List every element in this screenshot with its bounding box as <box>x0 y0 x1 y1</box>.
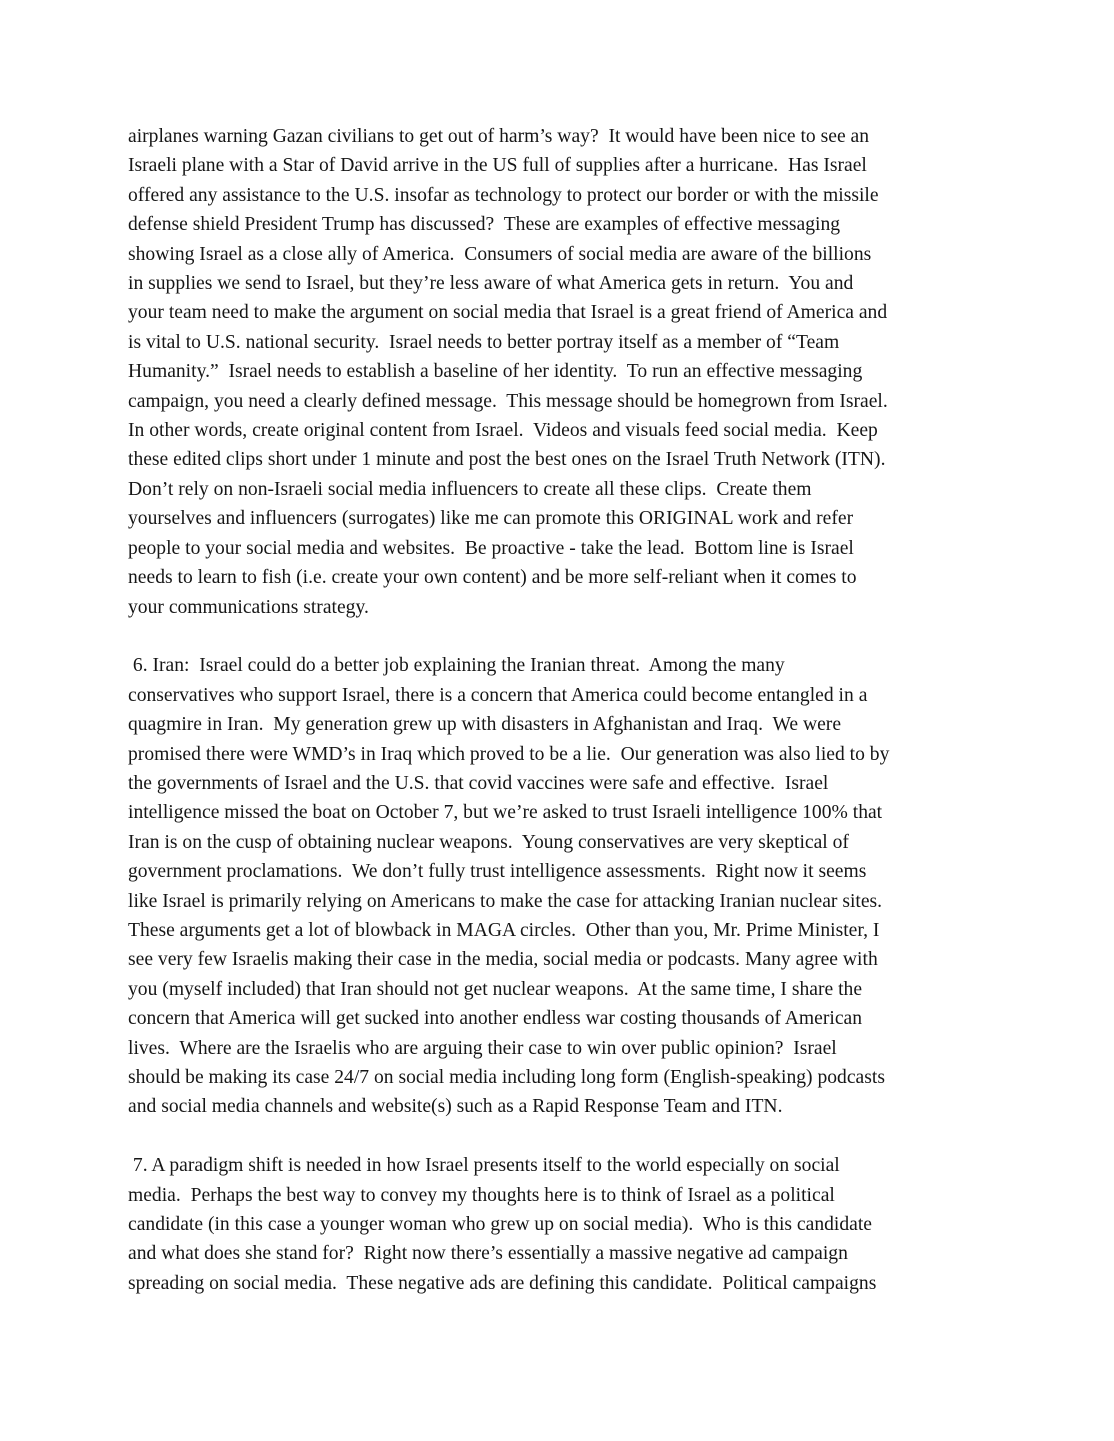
text-line: people to your social media and websites. Be proactive - take the lead. Bottom line is Israel <box>128 537 854 559</box>
text-line: showing Israel as a close ally of America. Consumers of social media are aware of the billions <box>128 243 872 265</box>
text-line: offered any assistance to the U.S. insofar as technology to protect our border or with the missile <box>128 184 879 206</box>
text-line: should be making its case 24/7 on social media including long form (English-speaking) podcasts <box>128 1066 885 1088</box>
text-line: in supplies we send to Israel, but they’re less aware of what America gets in return. You and <box>128 273 854 295</box>
text-line: Don’t rely on non-Israeli social media influencers to create all these clips. Create them <box>128 478 812 500</box>
text-line: quagmire in Iran. My generation grew up with disasters in Afghanistan and Iraq. We were <box>128 714 842 736</box>
text-line: is vital to U.S. national security. Israel needs to better portray itself as a member of “Team <box>128 331 840 353</box>
text-line: these edited clips short under 1 minute and post the best ones on the Israel Truth Network (ITN). <box>128 449 886 471</box>
text-line: Humanity.” Israel needs to establish a baseline of her identity. To run an effective messaging <box>128 361 863 383</box>
text-line: your team need to make the argument on social media that Israel is a great friend of America and <box>128 302 888 324</box>
text-line: promised there were WMD’s in Iraq which proved to be a lie. Our generation was also lied to by <box>128 743 890 765</box>
text-line: yourselves and influencers (surrogates) like me can promote this ORIGINAL work and refer <box>128 508 854 530</box>
text-line: candidate (in this case a younger woman who grew up on social media). Who is this candidate <box>128 1214 872 1235</box>
text-line: government proclamations. We don’t fully trust intelligence assessments. Right now it seems <box>128 861 867 883</box>
text-line: and social media channels and website(s) such as a Rapid Response Team and ITN. <box>128 1096 783 1118</box>
text-line: you (myself included) that Iran should not get nuclear weapons. At the same time, I share the <box>128 978 863 1000</box>
text-line: airplanes warning Gazan civilians to get out of harm’s way? It would have been nice to see an <box>128 126 870 147</box>
text-line: the governments of Israel and the U.S. that covid vaccines were safe and effective. Israel <box>128 772 829 794</box>
text-line: conservatives who support Israel, there is a concern that America could become entangled in a <box>128 684 868 706</box>
text-line: lives. Where are the Israelis who are arguing their case to win over public opinion? Israel <box>128 1037 837 1059</box>
document-text-block <box>128 122 1058 1298</box>
text-line: needs to learn to fish (i.e. create your own content) and be more self-reliant when it comes to <box>128 567 857 589</box>
text-line: and what does she stand for? Right now there’s essentially a massive negative ad campaign <box>128 1243 848 1265</box>
text-line: your communications strategy. <box>128 596 369 618</box>
text-line: 7. A paradigm shift is needed in how Israel presents itself to the world especially on social <box>128 1155 840 1177</box>
text-line: intelligence missed the boat on October 7, but we’re asked to trust Israeli intelligence 100% that <box>128 802 883 824</box>
text-line: defense shield President Trump has discussed? These are examples of effective messaging <box>128 214 841 236</box>
text-line: Iran is on the cusp of obtaining nuclear weapons. Young conservatives are very skeptical of <box>128 831 849 853</box>
text-line: In other words, create original content from Israel. Videos and visuals feed social media. Keep <box>128 420 878 442</box>
text-line: Israeli plane with a Star of David arrive in the US full of supplies after a hurricane. Has Israel <box>128 155 867 177</box>
text-line: 6. Iran: Israel could do a better job explaining the Iranian threat. Among the many <box>128 655 785 677</box>
text-line: concern that America will get sucked into another endless war costing thousands of American <box>128 1008 863 1030</box>
text-line: like Israel is primarily relying on Americans to make the case for attacking Iranian nuclear sites. <box>128 890 883 912</box>
paragraph <box>128 651 1058 1122</box>
text-line: see very few Israelis making their case in the media, social media or podcasts. Many agree with <box>128 949 878 971</box>
text-line: These arguments get a lot of blowback in MAGA circles. Other than you, Mr. Prime Minister, I <box>128 919 880 941</box>
paragraph <box>128 1151 1058 1298</box>
text-line: campaign, you need a clearly defined message. This message should be homegrown from Israel. <box>128 390 888 412</box>
text-line: media. Perhaps the best way to convey my thoughts here is to think of Israel as a political <box>128 1184 835 1206</box>
text-line: spreading on social media. These negative ads are defining this candidate. Political campaigns <box>128 1272 877 1294</box>
paragraph <box>128 122 1058 622</box>
